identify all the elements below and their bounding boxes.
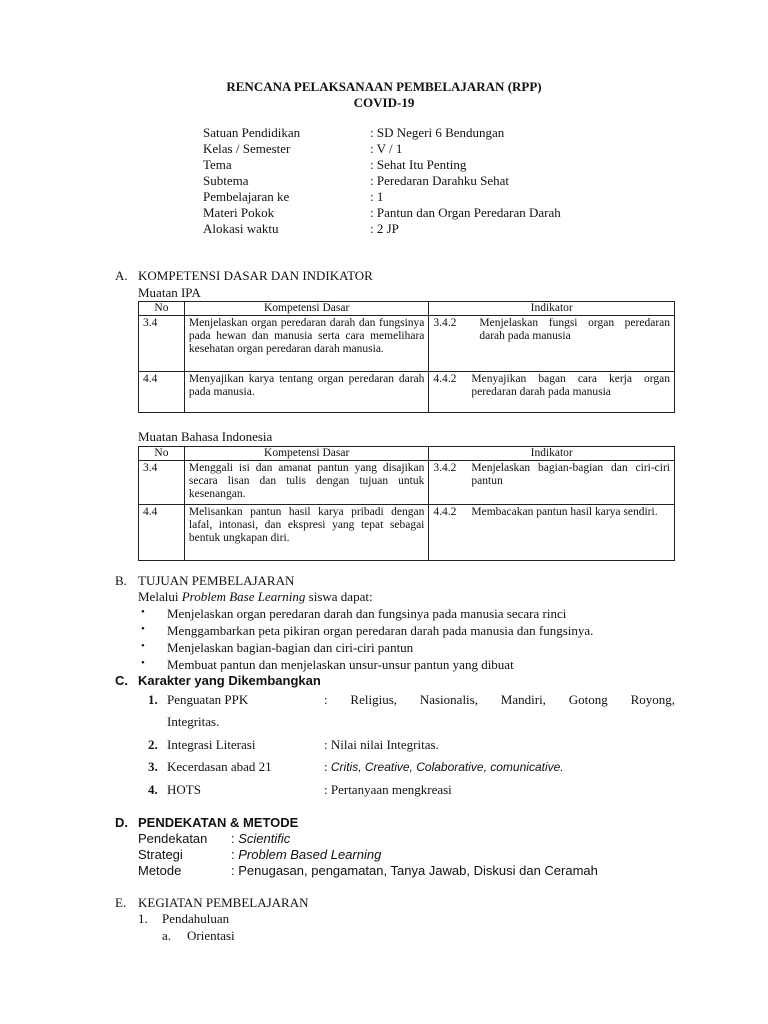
column-header-no: No bbox=[139, 302, 185, 316]
row-number: 4.4 bbox=[139, 372, 185, 413]
character-label: HOTS bbox=[167, 782, 201, 797]
identity-label: Satuan Pendidikan bbox=[203, 125, 301, 140]
sub-sub-heading: Orientasi bbox=[187, 928, 235, 943]
bullet-icon: • bbox=[141, 606, 145, 618]
section-a-letter: A. bbox=[115, 268, 128, 283]
section-d-heading: PENDEKATAN & METODE bbox=[138, 815, 299, 830]
indicator-number: 3.4.2 bbox=[433, 317, 457, 329]
approach-label: Pendekatan bbox=[138, 831, 208, 846]
competency-text: Melisankan pantun hasil karya pribadi dengan lafal, intonasi, dan ekspresi yang tepat sebagai bentuk ungkapan diri. bbox=[184, 505, 428, 561]
bullet-icon: • bbox=[141, 640, 145, 652]
section-e-heading: KEGIATAN PEMBELAJARAN bbox=[138, 895, 309, 910]
section-a-heading: KOMPETENSI DASAR DAN INDIKATOR bbox=[138, 268, 373, 283]
sub-heading: Pendahuluan bbox=[162, 911, 230, 926]
approach-label: Metode bbox=[138, 863, 182, 878]
column-header-no: No bbox=[139, 447, 185, 461]
column-header-kd: Kompetensi Dasar bbox=[184, 302, 428, 316]
column-header-indikator: Indikator bbox=[429, 447, 675, 461]
indicator-text: Menjelaskan bagian-bagian dan ciri-ciri pantun bbox=[471, 462, 670, 487]
list-number: 1. bbox=[148, 692, 158, 707]
character-value: : Religius, Nasionalis, Mandiri, Gotong Royong, bbox=[324, 692, 675, 707]
identity-label: Materi Pokok bbox=[203, 205, 275, 220]
approach-value: : Scientific bbox=[231, 831, 291, 846]
list-item: Membuat pantun dan menjelaskan unsur-unsur pantun yang dibuat bbox=[167, 657, 514, 672]
table-header-row bbox=[139, 302, 675, 316]
section-c-heading: Karakter yang Dikembangkan bbox=[138, 673, 321, 688]
section-b-heading: TUJUAN PEMBELAJARAN bbox=[138, 573, 295, 588]
table-row bbox=[139, 505, 675, 561]
table-header-row bbox=[139, 447, 675, 461]
row-number: 3.4 bbox=[139, 461, 185, 505]
sub-number: 1. bbox=[138, 911, 148, 926]
indicator-number: 4.4.2 bbox=[433, 506, 457, 518]
list-item: Menggambarkan peta pikiran organ peredaran darah pada manusia dan fungsinya. bbox=[167, 623, 594, 638]
approach-label: Strategi bbox=[138, 847, 183, 862]
indicator-text: Membacakan pantun hasil karya sendiri. bbox=[471, 506, 658, 518]
bi-competency-table bbox=[138, 446, 675, 561]
indicator-number: 3.4.2 bbox=[433, 462, 457, 474]
competency-text: Menggali isi dan amanat pantun yang disajikan secara lisan dan tulis dengan tujuan untuk kesenangan. bbox=[184, 461, 428, 505]
identity-label: Pembelajaran ke bbox=[203, 189, 290, 204]
table-row bbox=[139, 316, 675, 372]
identity-label: Kelas / Semester bbox=[203, 141, 291, 156]
indicator-number: 4.4.2 bbox=[433, 373, 457, 385]
column-header-indikator: Indikator bbox=[429, 302, 675, 316]
muatan-bi-label: Muatan Bahasa Indonesia bbox=[138, 429, 273, 444]
identity-value: : Sehat Itu Penting bbox=[370, 157, 467, 172]
character-label: Kecerdasan abad 21 bbox=[167, 759, 272, 774]
character-value: : Nilai nilai Integritas. bbox=[324, 737, 439, 752]
indicator-text: Menyajikan bagan cara kerja organ peredaran darah pada manusia bbox=[471, 373, 670, 398]
character-value: : Critis, Creative, Colaborative, comunicative. bbox=[324, 759, 564, 774]
identity-value: : Pantun dan Organ Peredaran Darah bbox=[370, 205, 561, 220]
column-header-kd: Kompetensi Dasar bbox=[184, 447, 428, 461]
list-item: Menjelaskan bagian-bagian dan ciri-ciri pantun bbox=[167, 640, 414, 655]
character-value-cont: Integritas. bbox=[167, 714, 220, 729]
character-value: : Pertanyaan mengkreasi bbox=[324, 782, 452, 797]
section-d-letter: D. bbox=[115, 815, 128, 830]
method-name: Problem Base Learning bbox=[181, 589, 306, 604]
document-subtitle: COVID-19 bbox=[353, 95, 415, 110]
competency-text: Menyajikan karya tentang organ peredaran darah pada manusia. bbox=[184, 372, 428, 413]
list-number: 3. bbox=[148, 759, 158, 774]
list-number: 4. bbox=[148, 782, 158, 797]
indicator-cell bbox=[429, 316, 675, 372]
indicator-text: Menjelaskan fungsi organ peredaran darah pada manusia bbox=[479, 317, 670, 342]
section-b-letter: B. bbox=[115, 573, 127, 588]
list-item: Menjelaskan organ peredaran darah dan fungsinya pada manusia secara rinci bbox=[167, 606, 567, 621]
character-label: Penguatan PPK bbox=[167, 692, 249, 707]
row-number: 4.4 bbox=[139, 505, 185, 561]
muatan-ipa-label: Muatan IPA bbox=[138, 285, 201, 300]
bullet-icon: • bbox=[141, 657, 145, 669]
identity-label: Tema bbox=[203, 157, 232, 172]
sub-sub-letter: a. bbox=[162, 928, 172, 943]
indicator-cell bbox=[429, 372, 675, 413]
document-title: RENCANA PELAKSANAAN PEMBELAJARAN (RPP) bbox=[226, 79, 542, 94]
list-number: 2. bbox=[148, 737, 158, 752]
identity-value: : 2 JP bbox=[370, 221, 399, 236]
competency-text: Menjelaskan organ peredaran darah dan fungsinya pada hewan dan manusia serta cara memelihara kesehatan organ peredaran darah manusia. bbox=[184, 316, 428, 372]
learning-intro: Melalui Problem Base Learning siswa dapat: bbox=[138, 589, 373, 604]
identity-value: : SD Negeri 6 Bendungan bbox=[370, 125, 505, 140]
table-row bbox=[139, 372, 675, 413]
indicator-cell bbox=[429, 461, 675, 505]
identity-label: Alokasi waktu bbox=[203, 221, 279, 236]
identity-label: Subtema bbox=[203, 173, 249, 188]
identity-value: : Peredaran Darahku Sehat bbox=[370, 173, 509, 188]
row-number: 3.4 bbox=[139, 316, 185, 372]
ipa-competency-table bbox=[138, 301, 675, 413]
section-e-letter: E. bbox=[115, 895, 127, 910]
identity-value: : V / 1 bbox=[370, 141, 403, 156]
character-label: Integrasi Literasi bbox=[167, 737, 256, 752]
table-row bbox=[139, 461, 675, 505]
indicator-cell bbox=[429, 505, 675, 561]
section-c-letter: C. bbox=[115, 673, 128, 688]
bullet-icon: • bbox=[141, 623, 145, 635]
identity-value: : 1 bbox=[370, 189, 384, 204]
skills-text: Critis, Creative, Colaborative, comunicative. bbox=[330, 760, 564, 774]
approach-value: : Problem Based Learning bbox=[231, 847, 382, 862]
approach-value: : Penugasan, pengamatan, Tanya Jawab, Diskusi dan Ceramah bbox=[231, 863, 598, 878]
